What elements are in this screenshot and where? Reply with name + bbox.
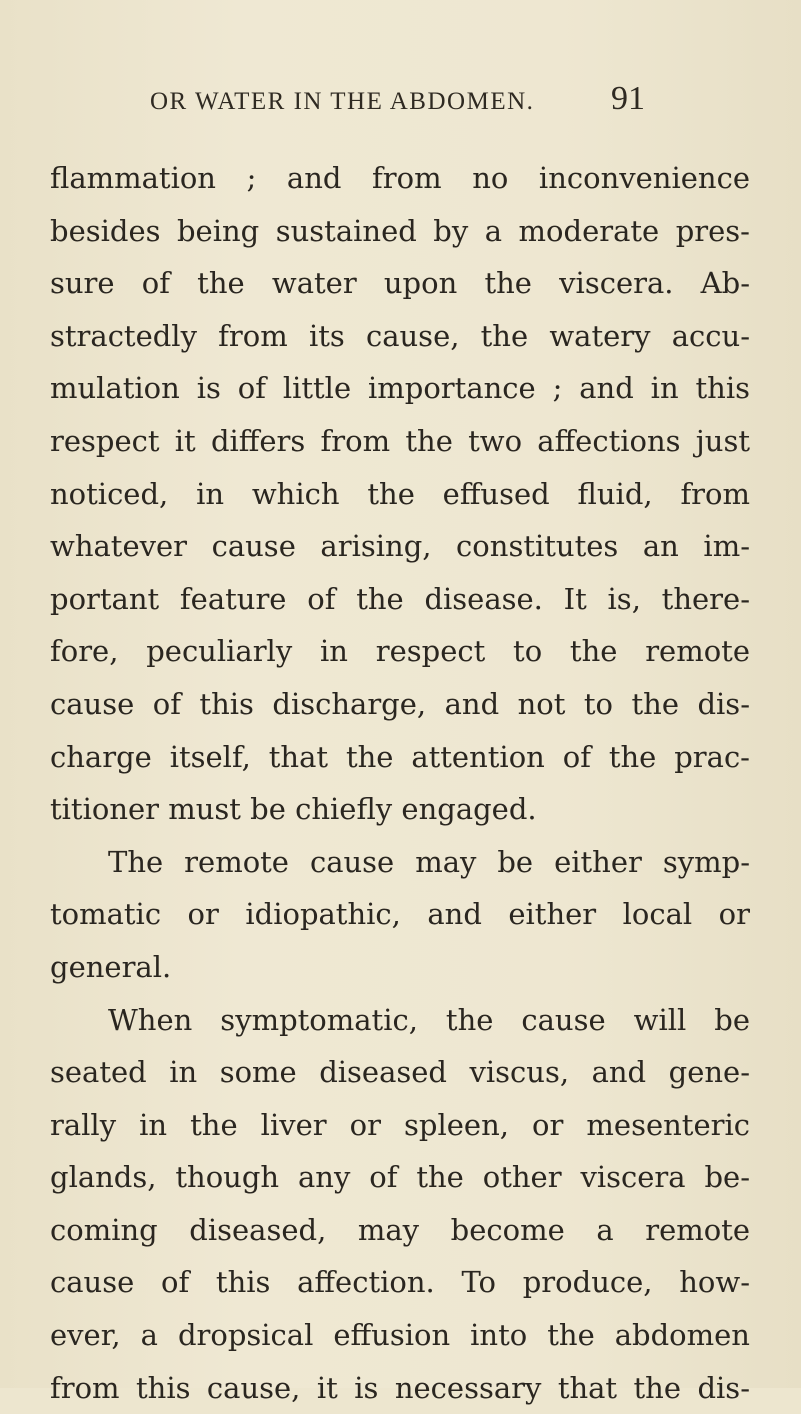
text-line: tomatic or idiopathic, and either local or: [50, 897, 750, 932]
paragraph-first-line: When symptomatic, the cause will be: [108, 1002, 750, 1037]
text-line: whatever cause arising, constitutes an im-: [50, 529, 750, 564]
text-line: titioner must be chiefly engaged.: [50, 792, 537, 827]
text-line: charge itself, that the attention of the prac-: [50, 739, 750, 774]
text-line: flammation ; and from no inconvenience: [50, 161, 750, 195]
text-line: mulation is of little importance ; and in this: [50, 371, 750, 406]
running-title: OR WATER IN THE ABDOMEN.: [150, 88, 535, 115]
paragraph-first-line: The remote cause may be either symp-: [108, 844, 750, 879]
body-text: [50, 152, 750, 1414]
text-line: glands, though any of the other viscera be-: [50, 1160, 750, 1195]
text-line: stractedly from its cause, the watery accu-: [50, 318, 750, 353]
text-line: general.: [50, 949, 172, 984]
text-line: ever, a dropsical effusion into the abdomen: [50, 1318, 750, 1353]
running-head: [0, 80, 801, 128]
text-line: seated in some diseased viscus, and gene-: [50, 1055, 750, 1090]
text-line: sure of the water upon the viscera. Ab-: [50, 266, 750, 301]
text-line: portant feature of the disease. It is, there-: [50, 581, 750, 616]
text-line: cause of this affection. To produce, how-: [50, 1265, 750, 1300]
text-line: noticed, in which the effused fluid, from: [50, 476, 750, 511]
page-number: 91: [611, 80, 645, 117]
text-line: rally in the liver or spleen, or mesenteric: [50, 1107, 750, 1142]
text-line: coming diseased, may become a remote: [50, 1212, 750, 1247]
text-line: respect it differs from the two affections just: [50, 423, 750, 458]
text-line: fore, peculiarly in respect to the remote: [50, 634, 750, 669]
text-line: besides being sustained by a moderate pres-: [50, 213, 750, 248]
text-line: cause of this discharge, and not to the dis-: [50, 686, 750, 721]
text-line: from this cause, it is necessary that the dis-: [50, 1370, 750, 1405]
